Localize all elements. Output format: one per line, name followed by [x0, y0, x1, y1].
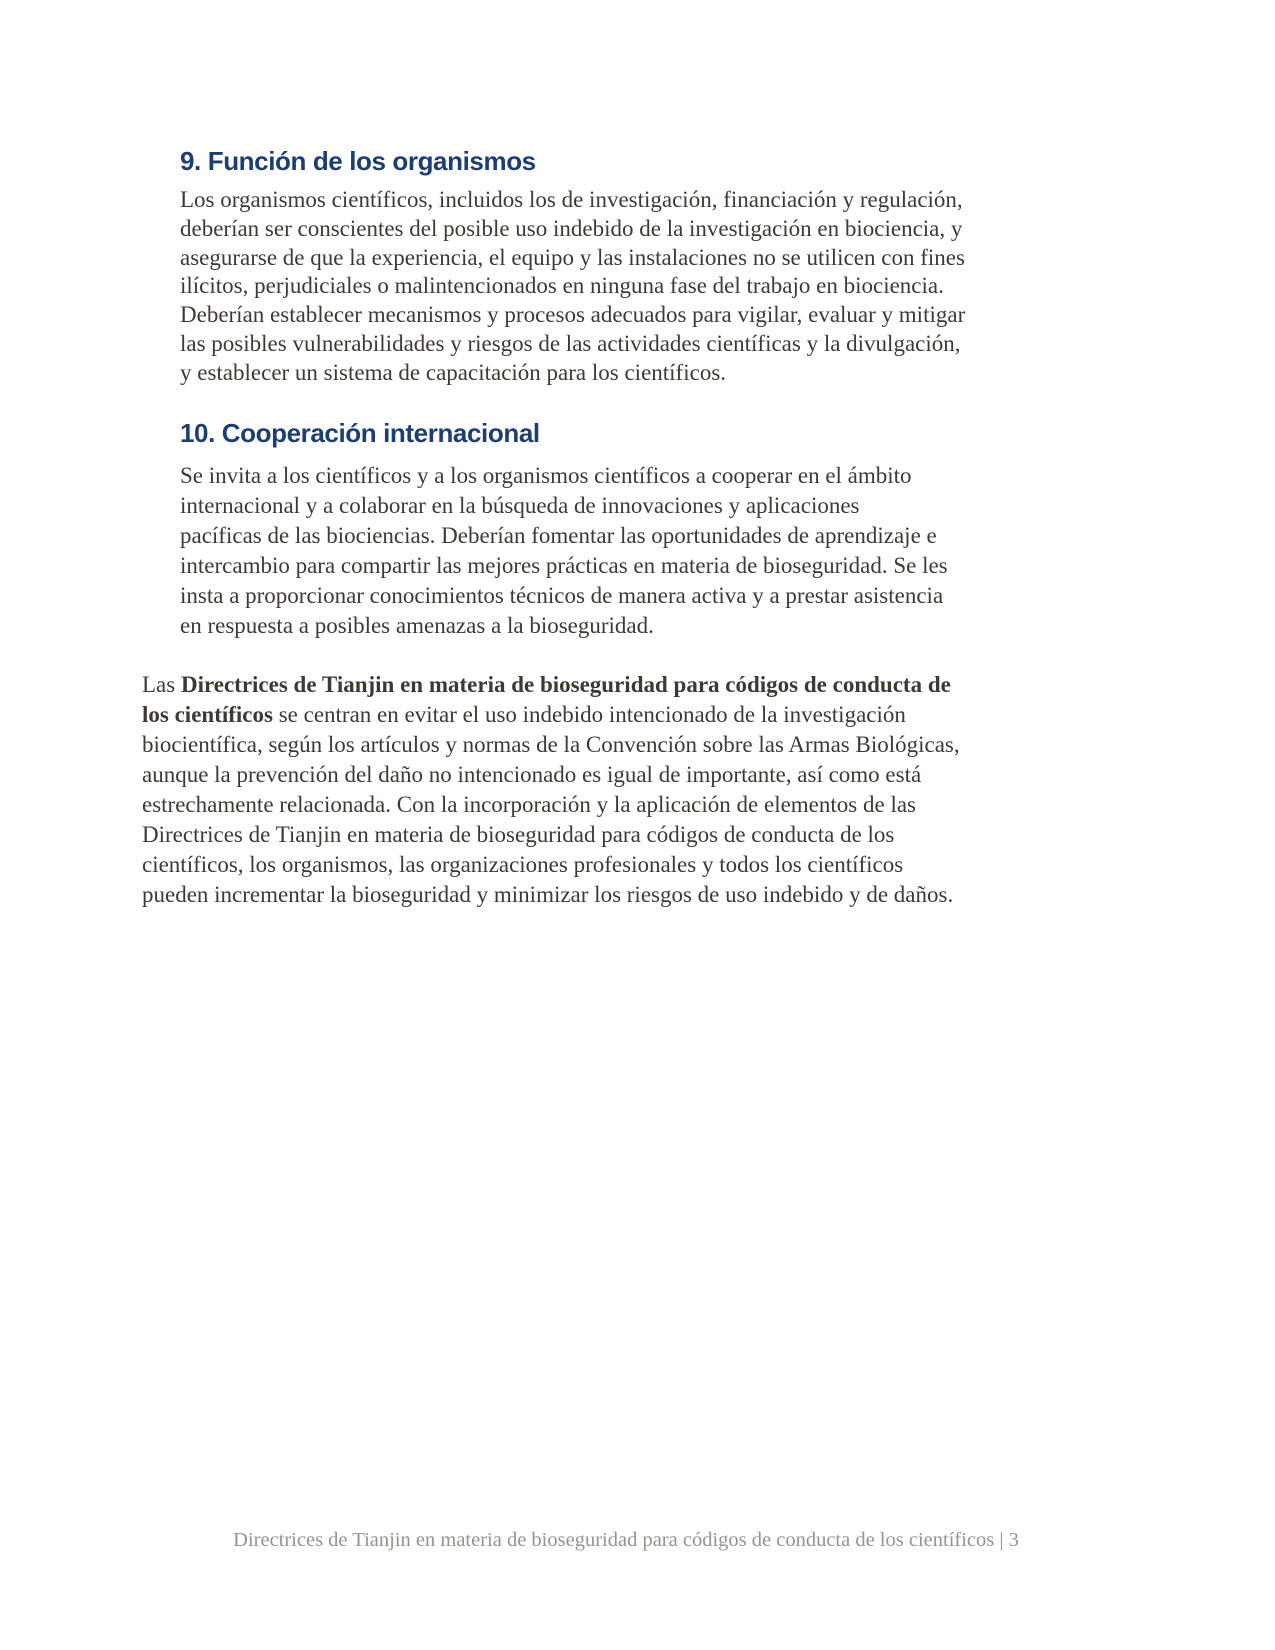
- page-footer: [140, 1529, 1112, 1552]
- paragraph-line: biocientífica, según los artículos y normas de la Convención sobre las Armas Biológicas,: [142, 732, 960, 757]
- paragraph-line: [142, 670, 960, 700]
- section-heading-9: 9. Función de los organismos: [180, 146, 536, 176]
- paragraph-line: Los organismos científicos, incluidos los de investigación, financiación y regulación,: [180, 187, 963, 212]
- paragraph-line: deberían ser conscientes del posible uso indebido de la investigación en biociencia, y: [180, 215, 963, 241]
- paragraph-line: intercambio para compartir las mejores prácticas en materia de bioseguridad. Se les: [180, 553, 948, 578]
- section-9-paragraph: [180, 186, 965, 388]
- section-10-paragraph: [180, 461, 948, 641]
- paragraph-line: Se invita a los científicos y a los organismos científicos a cooperar en el ámbito: [180, 463, 912, 488]
- paragraph-line: ilícitos, perjudiciales o malintencionados en ninguna fase del trabajo en biociencia.: [180, 273, 944, 299]
- text-segment: Las: [142, 672, 181, 697]
- paragraph-line: Directrices de Tianjin en materia de bioseguridad para códigos de conducta de los: [142, 822, 895, 847]
- paragraph-line: y establecer un sistema de capacitación para los científicos.: [180, 359, 727, 385]
- paragraph-line: Deberían establecer mecanismos y procesos adecuados para vigilar, evaluar y mitigar: [180, 302, 966, 328]
- paragraph-line: estrechamente relacionada. Con la incorporación y la aplicación de elementos de las: [142, 792, 916, 817]
- closing-paragraph: [142, 670, 960, 910]
- paragraph-line: las posibles vulnerabilidades y riesgos de las actividades científicas y la divulgación,: [180, 330, 961, 356]
- paragraph-line: insta a proporcionar conocimientos técnicos de manera activa y a prestar asistencia: [180, 583, 944, 608]
- paragraph-line: asegurarse de que la experiencia, el equipo y las instalaciones no se utilicen con fines: [180, 244, 965, 270]
- bold-text-segment: Directrices de Tianjin en materia de bioseguridad para códigos de conducta de: [180, 672, 951, 697]
- paragraph-line: científicos, los organismos, las organizaciones profesionales y todos los científicos: [142, 852, 904, 877]
- paragraph-line: en respuesta a posibles amenazas a la bioseguridad.: [180, 613, 654, 638]
- footer-separator: |: [994, 1529, 1009, 1551]
- paragraph-line: [142, 700, 960, 730]
- paragraph-line: aunque la prevención del daño no intencionado es igual de importante, así como está: [142, 762, 922, 787]
- footer-page-number: 3: [1008, 1529, 1019, 1551]
- section-heading-10: 10. Cooperación internacional: [180, 418, 540, 448]
- text-segment: se centran en evitar el uso indebido intencionado de la investigación: [272, 702, 906, 727]
- paragraph-line: pueden incrementar la bioseguridad y minimizar los riesgos de uso indebido y de daños.: [142, 882, 954, 907]
- footer-title: Directrices de Tianjin en materia de bioseguridad para códigos de conducta de los científicos: [233, 1529, 995, 1551]
- paragraph-line: internacional y a colaborar en la búsqueda de innovaciones y aplicaciones: [180, 493, 860, 518]
- bold-text-segment: los científicos: [142, 702, 273, 727]
- paragraph-line: pacíficas de las biociencias. Deberían fomentar las oportunidades de aprendizaje e: [180, 523, 937, 548]
